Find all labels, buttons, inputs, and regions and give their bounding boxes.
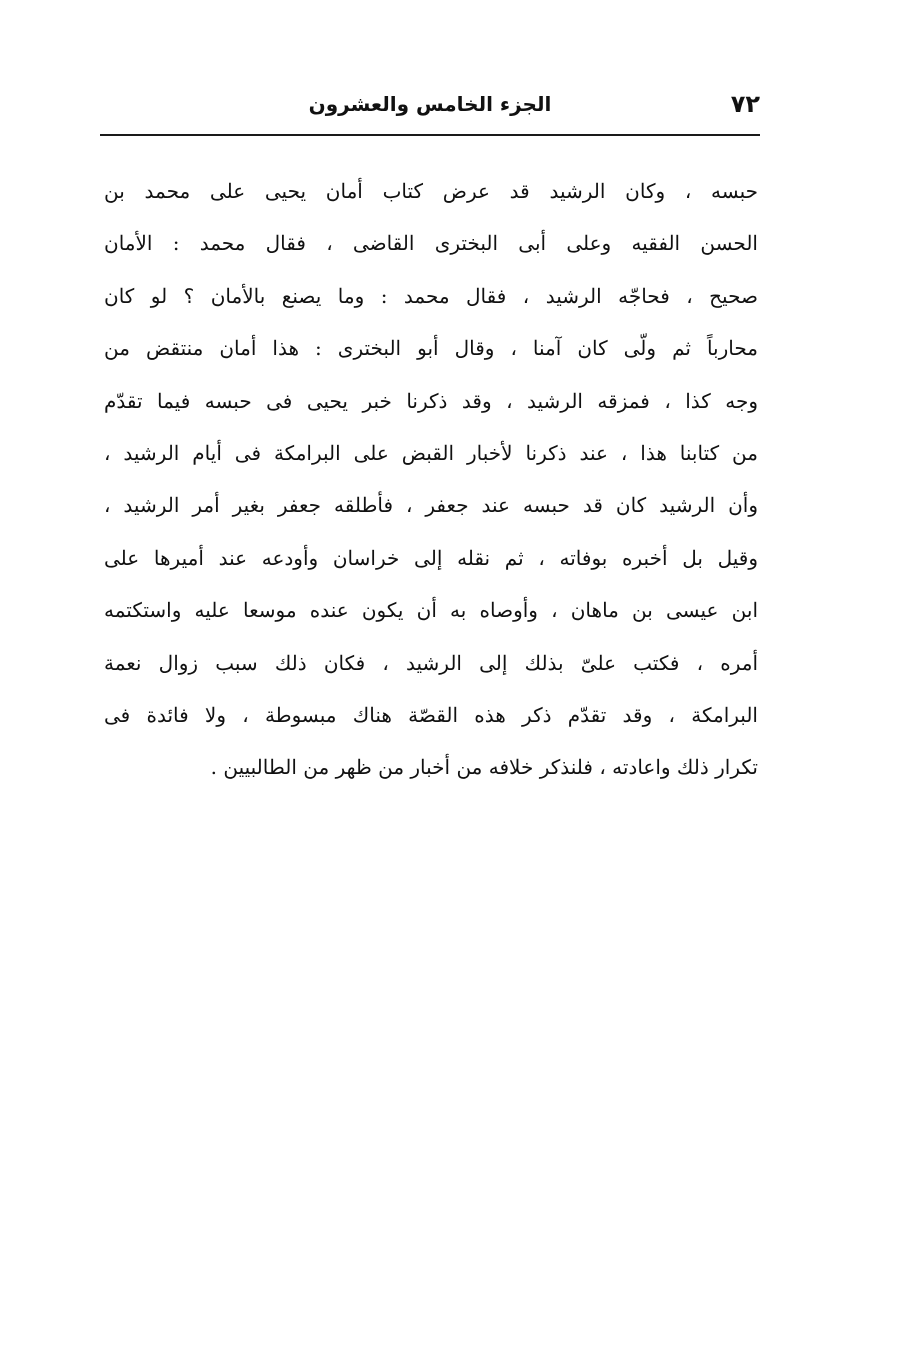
- text-line: البرامكة ، وقد تقدّم ذكر هذه القصّة هناك مبسوطة ، ولا فائدة فى: [104, 702, 758, 727]
- text-line: من كتابنا هذا ، عند ذكرنا لأخبار القبض على البرامكة فى أيام الرشيد ،: [104, 440, 758, 465]
- header-rule: [100, 134, 760, 136]
- text-line: صحيح ، فحاجّه الرشيد ، فقال محمد : وما يصنع بالأمان ؟ لو كان: [104, 283, 758, 308]
- page-header: [100, 88, 760, 132]
- text-line: وجه كذا ، فمزقه الرشيد ، وقد ذكرنا خبر يحيى فى حبسه فيما تقدّم: [104, 388, 758, 413]
- text-line: الحسن الفقيه وعلى أبى البخترى القاضى ، فقال محمد : الأمان: [104, 231, 758, 256]
- text-line: أمره ، فكتب علىّ بذلك إلى الرشيد ، فكان ذلك سبب زوال نعمة: [104, 650, 758, 675]
- text-line: تكرار ذلك واعادته ، فلنذكر خلافه من أخبار من ظهر من الطالبيين .: [210, 755, 758, 780]
- text-line: وأن الرشيد كان قد حبسه عند جعفر ، فأطلقه جعفر بغير أمر الرشيد ،: [104, 493, 758, 518]
- text-line: حبسه ، وكان الرشيد قد عرض كتاب أمان يحيى على محمد بن: [104, 179, 758, 203]
- text-line: وقيل بل أخبره بوفاته ، ثم نقله إلى خراسان وأودعه عند أميرها على: [104, 545, 758, 570]
- body-text: [104, 165, 758, 794]
- page-number: ٧٢: [730, 90, 760, 118]
- text-line: محارباً ثم ولّى كان آمنا ، وقال أبو البخترى : هذا أمان منتقض من: [104, 336, 758, 361]
- text-line: ابن عيسى بن ماهان ، وأوصاه به أن يكون عنده موسعا عليه واستكتمه: [104, 598, 758, 623]
- running-title: الجزء الخامس والعشرون: [308, 92, 552, 116]
